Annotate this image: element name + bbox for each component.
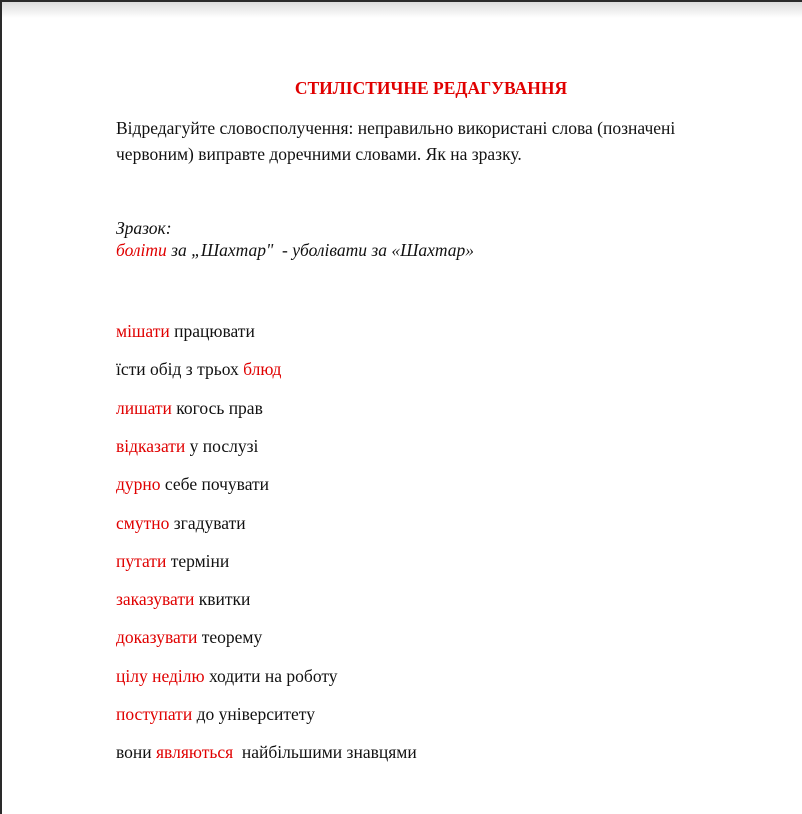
window-left-border	[0, 0, 2, 814]
item-text: себе почувати	[160, 474, 270, 495]
exercise-item	[116, 474, 269, 495]
item-text: квитки	[194, 589, 251, 610]
exercise-item	[116, 742, 417, 763]
exercise-item	[116, 551, 229, 572]
exercise-item	[116, 513, 246, 534]
item-text: згадувати	[169, 512, 246, 533]
wrong-word: путати	[116, 550, 167, 571]
exercise-item	[116, 359, 281, 380]
document-title: СТИЛІСТИЧНЕ РЕДАГУВАННЯ	[294, 78, 568, 98]
page-shadow	[2, 2, 802, 18]
wrong-word: цілу неділю	[116, 665, 205, 686]
item-text: ходити на роботу	[204, 665, 338, 686]
wrong-word: заказувати	[116, 589, 195, 610]
item-text: когось прав	[171, 397, 263, 418]
exercise-item	[116, 666, 338, 687]
sample-wrong-word: боліти	[116, 240, 167, 260]
wrong-word: являються	[156, 742, 234, 763]
wrong-word: блюд	[243, 359, 282, 380]
wrong-word: відказати	[116, 435, 186, 456]
item-text: вони	[116, 742, 156, 763]
wrong-word: смутно	[116, 512, 170, 533]
exercise-item	[116, 589, 250, 610]
wrong-word: мішати	[116, 321, 170, 341]
instruction-text: Відредагуйте словосполучення: неправильно використані слова (позначені червоним) виправте доречними словами. Як на зразку.	[116, 118, 676, 164]
exercise-item	[116, 627, 262, 648]
item-text: терміни	[166, 550, 230, 571]
exercise-item	[116, 321, 255, 342]
item-text: до університету	[192, 704, 315, 724]
item-text: їсти обід з трьох	[116, 359, 244, 380]
exercise-item	[116, 436, 258, 457]
sample-rest: за „Шахтар" - уболівати за «Шахтар»	[166, 240, 474, 260]
wrong-word: дурно	[116, 474, 161, 495]
sample-line	[116, 240, 474, 261]
item-text: теорему	[197, 627, 263, 648]
sample-label: Зразок:	[116, 218, 172, 238]
wrong-word: лишати	[116, 397, 172, 418]
item-text: найбільшими знавцями	[233, 742, 417, 763]
item-text: у послузі	[185, 435, 259, 456]
wrong-word: доказувати	[116, 627, 198, 648]
item-text: працювати	[169, 321, 255, 341]
wrong-word: поступати	[116, 704, 193, 724]
exercise-item	[116, 398, 263, 419]
exercise-item	[116, 704, 315, 725]
